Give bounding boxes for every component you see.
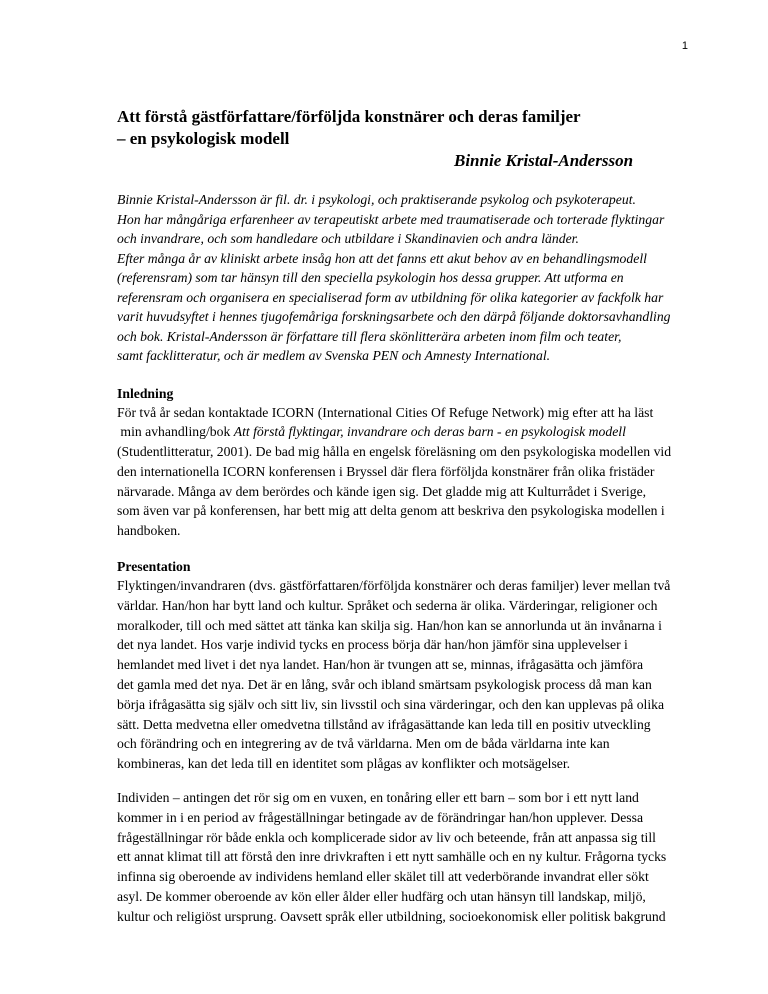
bio-line: samt facklitteratur, och är medlem av Svenska PEN och Amnesty International. (117, 348, 551, 363)
paragraph-line: (Studentlitteratur, 2001). De bad mig hålla en engelsk föreläsning om den psykologiska modellen vid (117, 444, 672, 460)
bio-line: varit huvudsyftet i hennes tjugofemåriga forskningsarbete och den därpå följande doktorsavhandling (117, 309, 671, 324)
author-bio (117, 190, 751, 366)
paragraph-line: kommer in i en period av frågeställningar betingade av de förändringar han/hon upplever. Dessa (117, 809, 644, 825)
paragraph-line: världar. Han/hon har bytt land och kultur. Språket och sederna är olika. Värderingar, religioner och (117, 597, 658, 613)
paragraph-line (117, 422, 751, 442)
paragraph-line: det nya landet. Hos varje individ tycks en process börja där han/hon jämför sina upplevelser i (117, 637, 628, 653)
paragraph-line: närvarade. Många av dem berördes och kände igen sig. Det gladde mig att Kulturrådet i Sverige, (117, 483, 647, 499)
text-span: min avhandling/bok (117, 424, 234, 440)
paragraph-line: asyl. De kommer oberoende av kön eller ålder eller hudfärg och utan hänsyn till landskap, miljö, (117, 889, 646, 905)
book-title: Att förstå flyktingar, invandrare och deras barn - en psykologisk modell (233, 424, 626, 440)
paragraph-line: sätt. Detta medvetna eller omedvetna tillstånd av ifrågasättande kan leda till en positiv utveckling (117, 716, 651, 732)
page-number: 1 (681, 40, 688, 52)
heading-presentation: Presentation (117, 559, 191, 575)
bio-line: och bok. Kristal-Andersson är författare till flera skönlitterära arbeten inom film och teater, (117, 328, 622, 344)
paragraph-line: frågeställningar rör både enkla och komplicerade sidor av liv och beteende, från att anpassa sig till (117, 829, 656, 845)
paragraph-line: kombineras, kan det leda till en identitet som plågas av konflikter och motsägelser. (117, 756, 571, 772)
paragraph-line: och förändring och en integrering av de två världarna. Men om de båda världarna inte kan (117, 736, 610, 752)
paragraph-line: börja ifrågasätta sig själv och sitt liv, sin livsstil och sina värderingar, och den kan upplevas på olika (117, 696, 665, 712)
paragraph-line: moralkoder, till och med sättet att tänka kan skilja sig. Han/hon kan se annorlunda ut än invånarna i (117, 617, 662, 633)
paragraph-line: Individen – antingen det rör sig om en vuxen, en tonåring eller ett barn – som bor i ett nytt land (117, 790, 639, 806)
paragraph-line: handboken. (117, 523, 181, 539)
bio-line: Binnie Kristal-Andersson är fil. dr. i psykologi, och praktiserande psykolog och psykoterapeut. (117, 192, 636, 207)
paragraph-line: infinna sig oberoende av individens hemland eller skälet till att vederbörande invandrat eller sökt (117, 869, 649, 885)
bio-line: (referensram) som tar hänsyn till den speciella psykologin hos dessa grupper. Att utforma en (117, 270, 624, 285)
author-name: Binnie Kristal-Andersson (454, 151, 634, 170)
paragraph-presentation-1 (117, 576, 751, 774)
paragraph-line: hemlandet med livet i det nya landet. Han/hon är tvungen att se, minnas, ifrågasätta och jämföra (117, 657, 644, 673)
paragraph-line: kultur och religiöst ursprung. Oavsett språk eller utbildning, socioekonomisk eller politisk bakgrund (117, 908, 666, 924)
bio-line: och invandrare, och som handledare och utbildare i Skandinavien och andra länder. (117, 231, 579, 246)
heading-inledning: Inledning (117, 385, 174, 401)
title-line-1: Att förstå gästförfattare/förföljda konstnärer och deras familjer (117, 107, 581, 126)
paragraph-line: ett annat klimat till att förstå den inre drivkraften i ett nytt samhälle och en ny kultur. Frågorna tycks (117, 849, 667, 865)
paragraph-line: För två år sedan kontaktade ICORN (International Cities Of Refuge Network) mig efter att ha läst (117, 404, 654, 420)
title-line-2: – en psykologisk modell (117, 129, 290, 148)
paragraph-inledning (117, 403, 751, 542)
bio-line: Efter många år av kliniskt arbete insåg hon att det fanns ett akut behov av en behandlingsmodell (117, 250, 647, 266)
document-body (117, 106, 751, 927)
paragraph-line: den internationella ICORN konferensen i Bryssel där flera förföljda konstnärer från olika fristäder (117, 463, 655, 479)
paragraph-line: det gamla med det nya. Det är en lång, svår och ibland smärtsam psykologisk process då man kan (117, 677, 652, 693)
bio-line: referensram och organisera en specialiserad form av utbildning för olika kategorier av fackfolk har (117, 289, 664, 305)
paragraph-line: Flyktingen/invandraren (dvs. gästförfattaren/förföljda konstnärer och deras familjer) lever mellan två (117, 578, 671, 594)
bio-line: Hon har mångåriga erfarenheer av terapeutiskt arbete med traumatiserade och torterade flyktingar (117, 211, 665, 227)
paragraph-presentation-2 (117, 788, 751, 927)
paragraph-line: som även var på konferensen, har bett mig att delta genom att beskriva den psykologiska modellen i (117, 503, 665, 519)
